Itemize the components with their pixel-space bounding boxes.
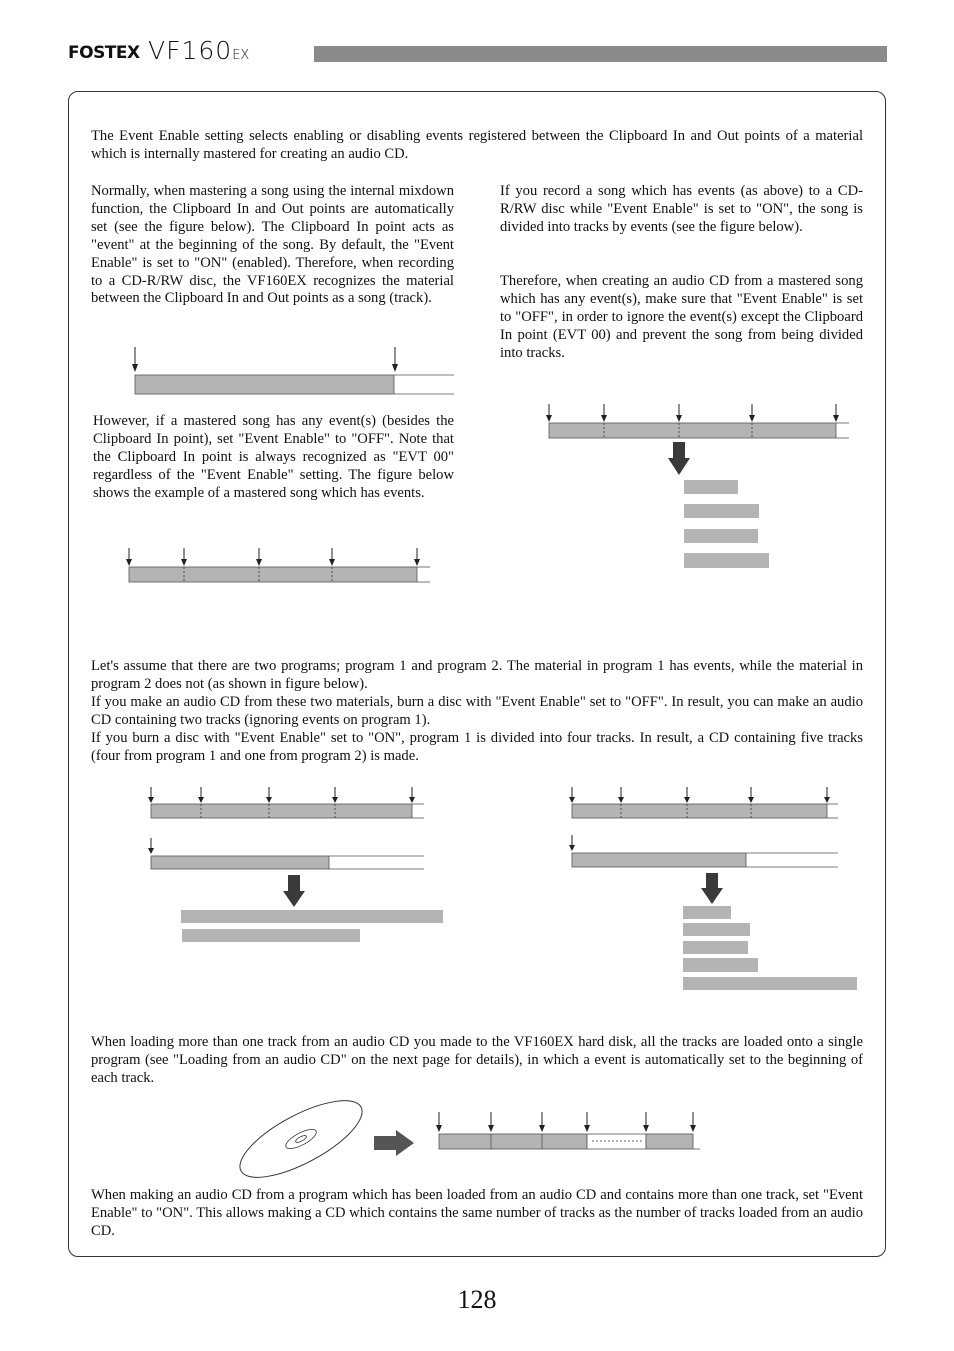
intro-paragraph: The Event Enable setting selects enabling or disabling events registered between the Clipboard In and Out points of a material which is internally mastered for creating an audio CD. bbox=[91, 128, 863, 162]
fostex-logo: FOSTEX bbox=[68, 43, 140, 63]
cd-disc-icon bbox=[230, 1086, 373, 1192]
right-para-1: If you record a song which has events (as above) to a CD-R/RW disc while "Event Enable" is set to "ON", the song is divided into tracks by events (see the figure below). bbox=[500, 183, 863, 235]
right-para-2: Therefore, when creating an audio CD from a mastered song which has any event(s), make sure that "Event Enable" is set to "OFF", in order to ignore the event(s) except the Clipboard In point (EVT 00) and prevent the song from being divided into tracks. bbox=[500, 273, 863, 361]
loading-paragraph: When loading more than one track from an audio CD you made to the VF160EX hard disk, all the tracks are loaded onto a single program (see "Loading from an audio CD" on the next page for details), in which a event is automatically set to the beginning of each track. bbox=[91, 1034, 863, 1086]
model-suffix: EX bbox=[232, 48, 250, 63]
right-arrow-icon bbox=[374, 1130, 414, 1156]
page-number: 128 bbox=[457, 1285, 497, 1314]
two-programs-paragraph: Let's assume that there are two programs; program 1 and program 2. The material in program 1 has events, while the material in program 2 does not (as shown in figure below). If you make an audio CD from these two materials, burn a disc with "Event Enable" set to "OFF". In result, you can make an audio CD containing two tracks (ignoring events on program 1). If you burn a disc with "Event Enable" set to "ON", program 1 is divided into four tracks. In result, a CD containing five tracks (four from program 1 and one from program 2) is made. bbox=[91, 658, 863, 764]
model-name: VF160 bbox=[148, 36, 233, 65]
closing-paragraph: When making an audio CD from a program which has been loaded from an audio CD and contains more than one track, set "Event Enable" to "ON". This allows making a CD which contains the same number of tracks as the number of tracks loaded from an audio CD. bbox=[91, 1187, 863, 1239]
left-para-1: Normally, when mastering a song using the internal mixdown function, the Clipboard In and Out points are automatically set (see the figure below). The Clipboard In point acts as "event" at the beginning of the song. By default, the "Event Enable" is set to "ON" (enabled). Therefore, when recording to a CD-R/RW disc, the VF160EX recognizes the material between the Clipboard In and Out points as a song (track). bbox=[91, 183, 454, 307]
left-para-2: However, if a mastered song has any event(s) (besides the Clipboard In point), set "Event Enable" to "OFF". Note that the Clipboard In point is always recognized as "EVT 00" regardless of the "Event Enable" setting. The figure below shows the example of a mastered song which has events. bbox=[93, 413, 454, 501]
